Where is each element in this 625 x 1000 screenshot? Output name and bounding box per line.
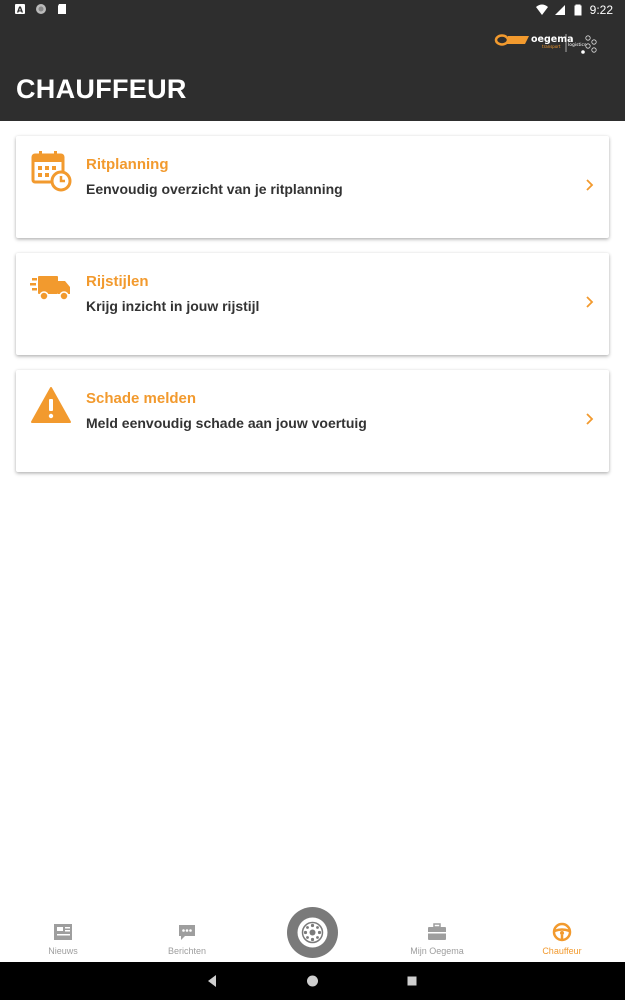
signal-icon: [554, 4, 566, 16]
rijstijlen-card[interactable]: [16, 253, 609, 355]
logo-transport-text: transport: [542, 44, 561, 49]
chevron-right-icon: [585, 295, 595, 309]
truck-icon: [30, 267, 72, 309]
ritplanning-card[interactable]: [16, 136, 609, 238]
battery-icon: [572, 4, 584, 16]
card-subtitle: Meld eenvoudig schade aan jouw voertuig: [86, 415, 367, 431]
nav-item-chauffeur[interactable]: [507, 922, 617, 956]
nav-label: Mijn Oegema: [410, 946, 464, 956]
newspaper-icon: [52, 922, 74, 942]
chevron-right-icon: [585, 412, 595, 426]
recents-icon[interactable]: [406, 974, 418, 988]
home-icon[interactable]: [306, 974, 319, 988]
app-header: [0, 22, 625, 121]
app-notification-icon: [14, 3, 26, 15]
status-bar: [0, 0, 625, 22]
card-subtitle: Krijg inzicht in jouw rijstijl: [86, 298, 260, 314]
nav-item-nieuws[interactable]: [8, 922, 118, 956]
nav-label: Berichten: [167, 946, 207, 956]
status-time: 9:22: [589, 3, 613, 17]
logo-brand-text: oegema: [531, 34, 574, 45]
back-icon[interactable]: [206, 974, 218, 988]
card-title: Ritplanning: [86, 156, 169, 173]
steering-wheel-icon: [551, 922, 573, 942]
card-title: Rijstijlen: [86, 273, 149, 290]
wheel-icon: [287, 907, 338, 958]
logo-logistics-text: logistics: [568, 43, 587, 48]
chat-icon: [176, 922, 198, 942]
briefcase-icon: [426, 922, 448, 942]
warning-icon: [30, 384, 72, 426]
schade-melden-card[interactable]: [16, 370, 609, 472]
sd-card-icon: [56, 3, 68, 15]
nav-label: Nieuws: [48, 946, 78, 956]
oegema-logo: [493, 30, 605, 58]
nav-item-mijn-oegema[interactable]: [382, 922, 492, 956]
card-title: Schade melden: [86, 390, 197, 407]
svg-text:A: A: [16, 5, 24, 15]
calendar-clock-icon: [30, 150, 72, 192]
status-notifications: [14, 3, 68, 15]
page-title: CHAUFFEUR: [16, 74, 187, 104]
card-subtitle: Eenvoudig overzicht van je ritplanning: [86, 181, 343, 197]
sync-notification-icon: [35, 3, 47, 15]
nav-item-berichten[interactable]: [132, 922, 242, 956]
status-system: [536, 3, 613, 17]
center-action-button[interactable]: [287, 907, 338, 958]
chevron-right-icon: [585, 178, 595, 192]
nav-label: Chauffeur: [542, 946, 582, 956]
wifi-icon: [536, 4, 548, 16]
system-navigation-bar: [0, 962, 625, 1000]
